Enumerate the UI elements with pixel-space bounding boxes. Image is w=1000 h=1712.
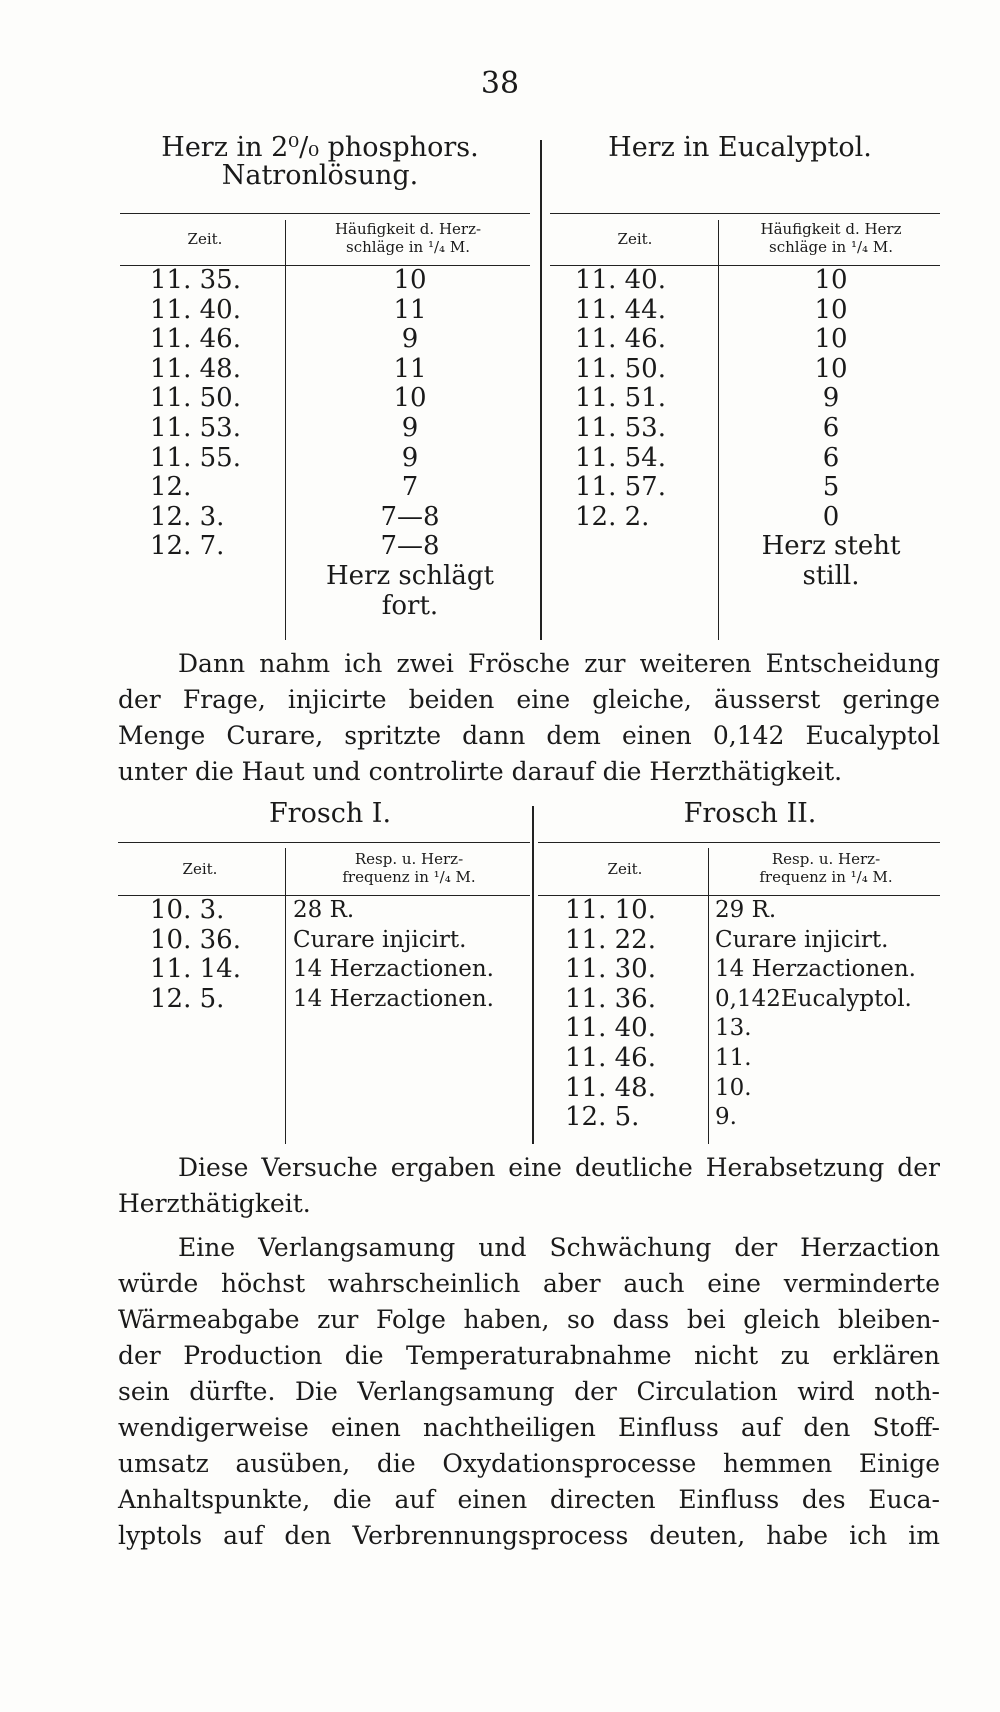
table-cell: 11. 35. (150, 265, 241, 295)
table-cell: 10 (393, 383, 427, 414)
table1-left-col1-header: Zeit. (187, 230, 223, 248)
table-cell: 10. (715, 1074, 752, 1101)
header-line: schläge in ¹/₄ M. (769, 238, 893, 256)
table2-left-title: Frosch I. (268, 798, 392, 829)
table-cell: Curare injicirt. (715, 926, 889, 953)
table-cell: 11. 57. (575, 472, 666, 503)
header-line: schläge in ¹/₄ M. (346, 238, 470, 256)
table1-left-top-rule (120, 213, 530, 214)
table-cell: 9 (401, 412, 419, 443)
table-cell: 0,142Eucalyptol. (715, 985, 912, 1012)
table-cell: 14 Herzactionen. (293, 956, 494, 983)
table-cell: 11. 54. (575, 442, 666, 473)
table-cell: 11. 44. (575, 294, 666, 325)
table-cell: 12. (150, 472, 192, 503)
table2-right-col-divider (708, 848, 709, 1144)
table1-left-title-line2: Natronlösung. (221, 160, 419, 191)
header-line: Resp. u. Herz- (771, 850, 881, 868)
table-cell: 10. 3. (150, 895, 225, 925)
header-line: Resp. u. Herz- (354, 850, 464, 868)
text-line: der Production die Temperaturabnahme nicht zu erklären (118, 1341, 940, 1370)
table-cell: 10 (814, 265, 848, 295)
table1-right-values (722, 266, 940, 592)
text-line: Anhaltspunkte, die auf einen directen Einfluss des Euca- (118, 1485, 940, 1514)
table-cell: 11. 51. (575, 383, 666, 414)
table-cell: 11. 10. (565, 895, 656, 925)
table1-center-divider (540, 140, 542, 640)
table1-right-top-rule (550, 213, 940, 214)
table-cell: 11. 46. (575, 324, 666, 355)
table-cell: 11. 50. (150, 383, 241, 414)
table-cell: 9 (401, 442, 419, 473)
table-cell: 10 (814, 294, 848, 325)
text-line: Diese Versuche ergaben eine deutliche Herabsetzung der (178, 1153, 940, 1182)
header-line: Häufigkeit d. Herz- (334, 220, 482, 238)
table-cell: still. (802, 560, 860, 591)
table-cell: 11. 40. (565, 1013, 656, 1044)
table-cell: 11. 36. (565, 983, 656, 1014)
table-cell: 14 Herzactionen. (715, 956, 916, 983)
table-cell: 11. 40. (575, 265, 666, 295)
table-cell: 12. 2. (575, 501, 650, 532)
table-cell: 11. 48. (150, 353, 241, 384)
table-cell: 10 (814, 353, 848, 384)
table2-center-divider (532, 806, 534, 1144)
table-cell: 10. 36. (150, 924, 241, 955)
table-cell: Curare injicirt. (293, 926, 467, 953)
table-cell: 11. (715, 1044, 752, 1071)
table-cell: 12. 5. (150, 983, 225, 1014)
table-cell: 11. 46. (565, 1042, 656, 1073)
table-cell: 10 (814, 324, 848, 355)
table-cell: 11. 46. (150, 324, 241, 355)
table-cell: Herz steht (761, 531, 901, 562)
text-line: der Frage, injicirte beiden eine gleiche, äusserst geringe (118, 685, 940, 714)
table1-right-col2-header (722, 220, 940, 256)
table1-left-title (135, 134, 505, 190)
table1-left-values (290, 266, 530, 621)
table2-right-top-rule (538, 842, 940, 843)
table-cell: 0 (822, 501, 840, 532)
table2-right-values (715, 896, 916, 1133)
text-line: Menge Curare, spritzte dann dem einen 0,142 Eucalyptol (118, 721, 940, 750)
table-cell: fort. (381, 590, 439, 621)
table2-right-times (565, 896, 656, 1133)
table-cell: 14 Herzactionen. (293, 985, 494, 1012)
table-cell: 11. 50. (575, 353, 666, 384)
table-cell: 9 (822, 383, 840, 414)
table-cell: 11. 22. (565, 924, 656, 955)
table-cell: 10 (393, 265, 427, 295)
table2-left-times (150, 896, 241, 1014)
table-cell: 12. 5. (565, 1102, 640, 1133)
page-number: 38 (480, 66, 520, 101)
paragraph-2 (118, 1150, 940, 1222)
table1-left-times (150, 266, 241, 562)
table1-right-col-divider (718, 220, 719, 640)
table-cell: 11. 40. (150, 294, 241, 325)
text-line: lyptols auf den Verbrennungsprocess deuten, habe ich im (118, 1521, 940, 1550)
text-line: unter die Haut und controlirte darauf die Herzthätigkeit. (118, 757, 843, 786)
table1-right-times (575, 266, 666, 532)
text-line: würde höchst wahrscheinlich aber auch eine verminderte (118, 1269, 940, 1298)
table-cell: 6 (822, 442, 840, 473)
table-cell: 7—8 (380, 531, 440, 562)
header-line: frequenz in ¹/₄ M. (342, 868, 476, 886)
table-cell: 11. 53. (575, 412, 666, 443)
table-cell: 28 R. (293, 897, 355, 923)
table2-left-col1-header: Zeit. (182, 860, 218, 878)
table1-left-title-line1: Herz in 2⁰/₀ phosphors. (161, 132, 479, 163)
table-cell: 5 (822, 472, 840, 503)
table-cell: Herz schlägt (325, 560, 494, 591)
table2-right-col2-header (712, 850, 940, 886)
paragraph-1 (118, 646, 940, 790)
table-cell: 9 (401, 324, 419, 355)
text-line: sein dürfte. Die Verlangsamung der Circulation wird noth- (118, 1377, 940, 1406)
paragraph-3 (118, 1230, 940, 1554)
table-cell: 9. (715, 1104, 737, 1131)
table2-left-values (293, 896, 494, 1014)
text-line: umsatz ausüben, die Oxydationsprocesse hemmen Einige (118, 1449, 940, 1478)
text-line: Dann nahm ich zwei Frösche zur weiteren Entscheidung (178, 649, 940, 678)
table-cell: 6 (822, 412, 840, 443)
table1-right-col1-header: Zeit. (617, 230, 653, 248)
table2-left-top-rule (118, 842, 530, 843)
table-cell: 11. 30. (565, 954, 656, 985)
header-line: Häufigkeit d. Herz (760, 220, 902, 238)
table2-left-col-divider (285, 848, 286, 1144)
table-cell: 11. 53. (150, 412, 241, 443)
text-line: wendigerweise einen nachtheiligen Einfluss auf den Stoff- (118, 1413, 940, 1442)
text-line: Herzthätigkeit. (118, 1189, 311, 1218)
table-cell: 11. 55. (150, 442, 241, 473)
table2-right-col1-header: Zeit. (607, 860, 643, 878)
table2-right-title: Frosch II. (683, 798, 817, 829)
table-cell: 12. 7. (150, 531, 225, 562)
table-cell: 7 (401, 472, 419, 503)
table1-right-title: Herz in Eucalyptol. (608, 132, 872, 163)
table-cell: 13. (715, 1015, 752, 1042)
table-cell: 11. 48. (565, 1072, 656, 1103)
table-cell: 11 (393, 353, 427, 384)
table1-left-col-divider (285, 220, 286, 640)
table-cell: 11. 14. (150, 954, 241, 985)
header-line: frequenz in ¹/₄ M. (759, 868, 893, 886)
table1-left-col2-header (288, 220, 528, 256)
table2-left-col2-header (290, 850, 528, 886)
text-line: Wärmeabgabe zur Folge haben, so dass bei gleich bleiben- (118, 1305, 940, 1334)
text-line: Eine Verlangsamung und Schwächung der Herzaction (178, 1233, 940, 1262)
table-cell: 11 (393, 294, 427, 325)
table-cell: 29 R. (715, 897, 777, 923)
table-cell: 12. 3. (150, 501, 225, 532)
table-cell: 7—8 (380, 501, 440, 532)
